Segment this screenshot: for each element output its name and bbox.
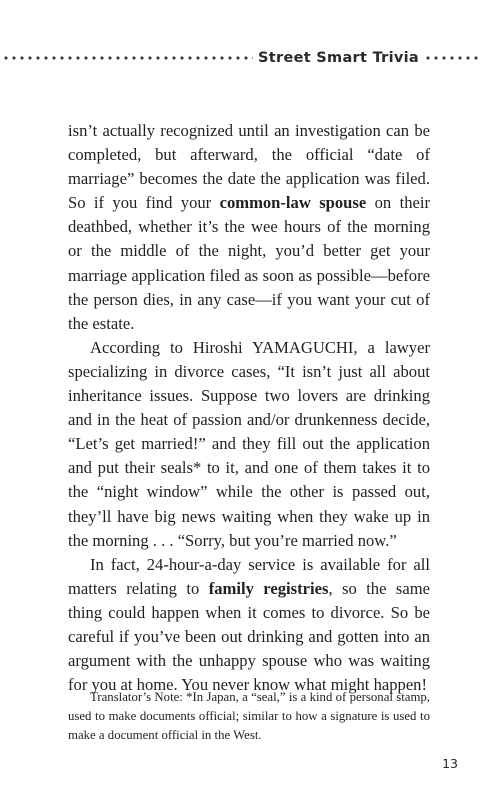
term-common-law-spouse: common-law spouse xyxy=(219,193,367,213)
running-title: Street Smart Trivia xyxy=(258,50,419,66)
body-text xyxy=(68,119,430,697)
translator-note: Translator’s Note: *In Japan, a “seal,” is a kind of personal stamp, used to make documents official; similar to how a signature is used to make a document official in the West. xyxy=(68,690,430,742)
paragraph-2: According to Hiroshi YAMAGUCHI, a lawyer specializing in divorce cases, “It isn’t just all about inheritance issues. Suppose two lovers are drinking and in the heat of passion and/or drunkenness decide, “Let’s get married!” and they fill out the application and put their seals* to it, and one of them takes it to the “night window” while the other is passed out, they’ll have big news waiting when they wake up in the morning . . . “Sorry, but you’re married now.” xyxy=(68,337,430,550)
term-family-registries: family registries xyxy=(208,578,329,598)
paragraph-1 xyxy=(68,119,430,336)
paragraph-1-text-a: isn’t actually recognized until an investigation can be completed, but afterward, the official “date of marriage” becomes the date the application was filed. So if you find your xyxy=(68,121,430,213)
paragraph-1-text-b: on their deathbed, whether it’s the wee hours of the morning or the middle of the night, you’d better get your marriage application filed as soon as possible—before the person dies, in any case—if you want your cut of the estate. xyxy=(68,193,430,333)
paragraph-3 xyxy=(68,553,430,698)
dotted-rule-right xyxy=(424,56,478,60)
paragraph-3-text-a: In fact, 24-hour-a-day service is available for all matters relating to xyxy=(68,554,430,598)
page-number: 13 xyxy=(442,756,458,771)
running-header xyxy=(0,46,480,70)
dotted-rule-left xyxy=(2,56,253,60)
paragraph-3-text-b: , so the same thing could happen when it comes to divorce. So be careful if you’ve been out drinking and gotten into an argument with the unhappy spouse who was waiting for you at home. You never know what might happen! xyxy=(68,578,430,695)
